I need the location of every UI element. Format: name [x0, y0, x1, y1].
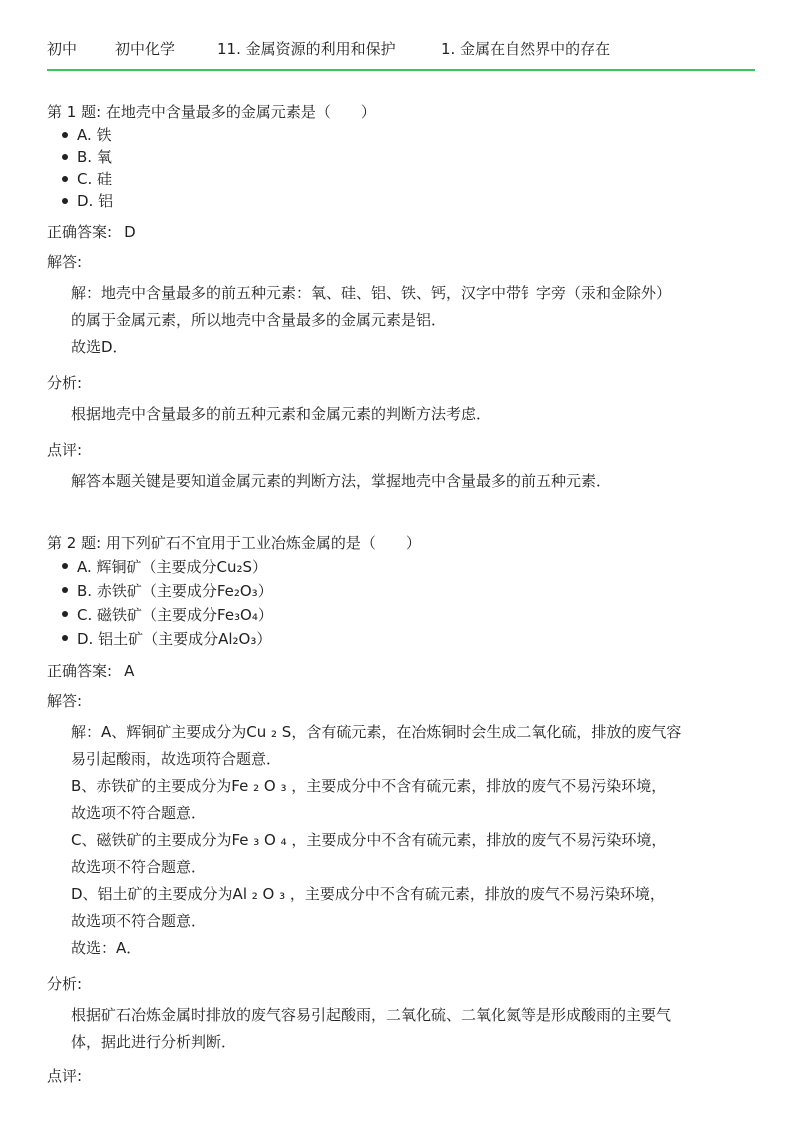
solution-line: 故选项不符合题意． [71, 804, 207, 822]
question-2 [47, 531, 747, 1088]
header-divider [47, 69, 755, 71]
comment-label: 点评: [47, 1067, 83, 1085]
solution-line: 故选项不符合题意． [71, 858, 207, 876]
analysis-text [47, 1002, 747, 1056]
analysis-label: 分析: [47, 975, 83, 993]
analysis-line: 体，据此进行分析判断． [71, 1033, 237, 1051]
question-title: 第 2 题: 用下列矿石不宜用于工业冶炼金属的是（ ） [47, 534, 421, 552]
option-c: C. 磁铁矿（主要成分Fe₃O₄） [77, 603, 747, 627]
solution-line: 故选：A． [71, 939, 142, 957]
option-list [47, 555, 747, 651]
solution-line: 的属于金属元素，所以地壳中含量最多的金属元素是铝． [71, 311, 447, 329]
correct-answer [47, 220, 747, 244]
solution-line: 解：A、辉铜矿主要成分为Cu ₂ S，含有硫元素，在冶炼铜时会生成二氧化硫，排放的废气容 [71, 723, 682, 741]
breadcrumb-level-3[interactable]: 11. 金属资源的利用和保护 [217, 40, 396, 58]
analysis-label: 分析: [47, 374, 83, 392]
analysis-line: 根据矿石冶炼金属时排放的废气容易引起酸雨，二氧化硫、二氧化氮等是形成酸雨的主要气 [71, 1006, 672, 1024]
breadcrumb-level-2[interactable]: 初中化学 [115, 40, 176, 58]
question-title: 第 1 题: 在地壳中含量最多的金属元素是（ ） [47, 103, 376, 121]
option-b: B. 赤铁矿（主要成分Fe₂O₃） [77, 579, 747, 603]
solution-line: 解：地壳中含量最多的前五种元素：氧、硅、铝、铁、钙，汉字中带钅字旁（汞和金除外） [71, 284, 672, 302]
comment-label: 点评: [47, 441, 83, 459]
option-list [47, 124, 747, 212]
solution-line: 易引起酸雨，故选项符合题意． [71, 750, 282, 768]
correct-answer [47, 659, 747, 683]
correct-answer-label: 正确答案: [47, 662, 113, 680]
analysis-text [47, 401, 747, 428]
solution-text [47, 280, 747, 361]
option-b: B. 氧 [77, 146, 747, 168]
option-a: A. 辉铜矿（主要成分Cu₂S） [77, 555, 747, 579]
comment-text [47, 468, 747, 495]
option-d: D. 铝土矿（主要成分Al₂O₃） [77, 627, 747, 651]
correct-answer-value: D [124, 223, 136, 241]
solution-label: 解答: [47, 253, 83, 271]
question-list [47, 100, 747, 1088]
breadcrumb-level-4[interactable]: 1. 金属在自然界中的存在 [441, 40, 611, 58]
solution-text [47, 719, 747, 962]
option-d: D. 铝 [77, 190, 747, 212]
option-c: C. 硅 [77, 168, 747, 190]
solution-line: 故选D． [71, 338, 128, 356]
solution-line: B、赤铁矿的主要成分为Fe ₂ O ₃ ，主要成分中不含有硫元素，排放的废气不易污染环境， [71, 777, 667, 795]
question-1 [47, 100, 747, 495]
solution-line: C、磁铁矿的主要成分为Fe ₃ O ₄ ，主要成分中不含有硫元素，排放的废气不易污染环境， [71, 831, 667, 849]
analysis-line: 根据地壳中含量最多的前五种元素和金属元素的判断方法考虑． [71, 405, 492, 423]
solution-label: 解答: [47, 692, 83, 710]
option-a: A. 铁 [77, 124, 747, 146]
correct-answer-value: A [124, 662, 135, 680]
solution-line: 故选项不符合题意． [71, 912, 207, 930]
breadcrumb [47, 38, 754, 62]
solution-line: D、铝土矿的主要成分为Al ₂ O ₃ ，主要成分中不含有硫元素，排放的废气不易污染环境， [71, 885, 665, 903]
correct-answer-label: 正确答案: [47, 223, 113, 241]
breadcrumb-level-1[interactable]: 初中 [47, 40, 78, 58]
comment-line: 解答本题关键是要知道金属元素的判断方法，掌握地壳中含量最多的前五种元素． [71, 472, 612, 490]
